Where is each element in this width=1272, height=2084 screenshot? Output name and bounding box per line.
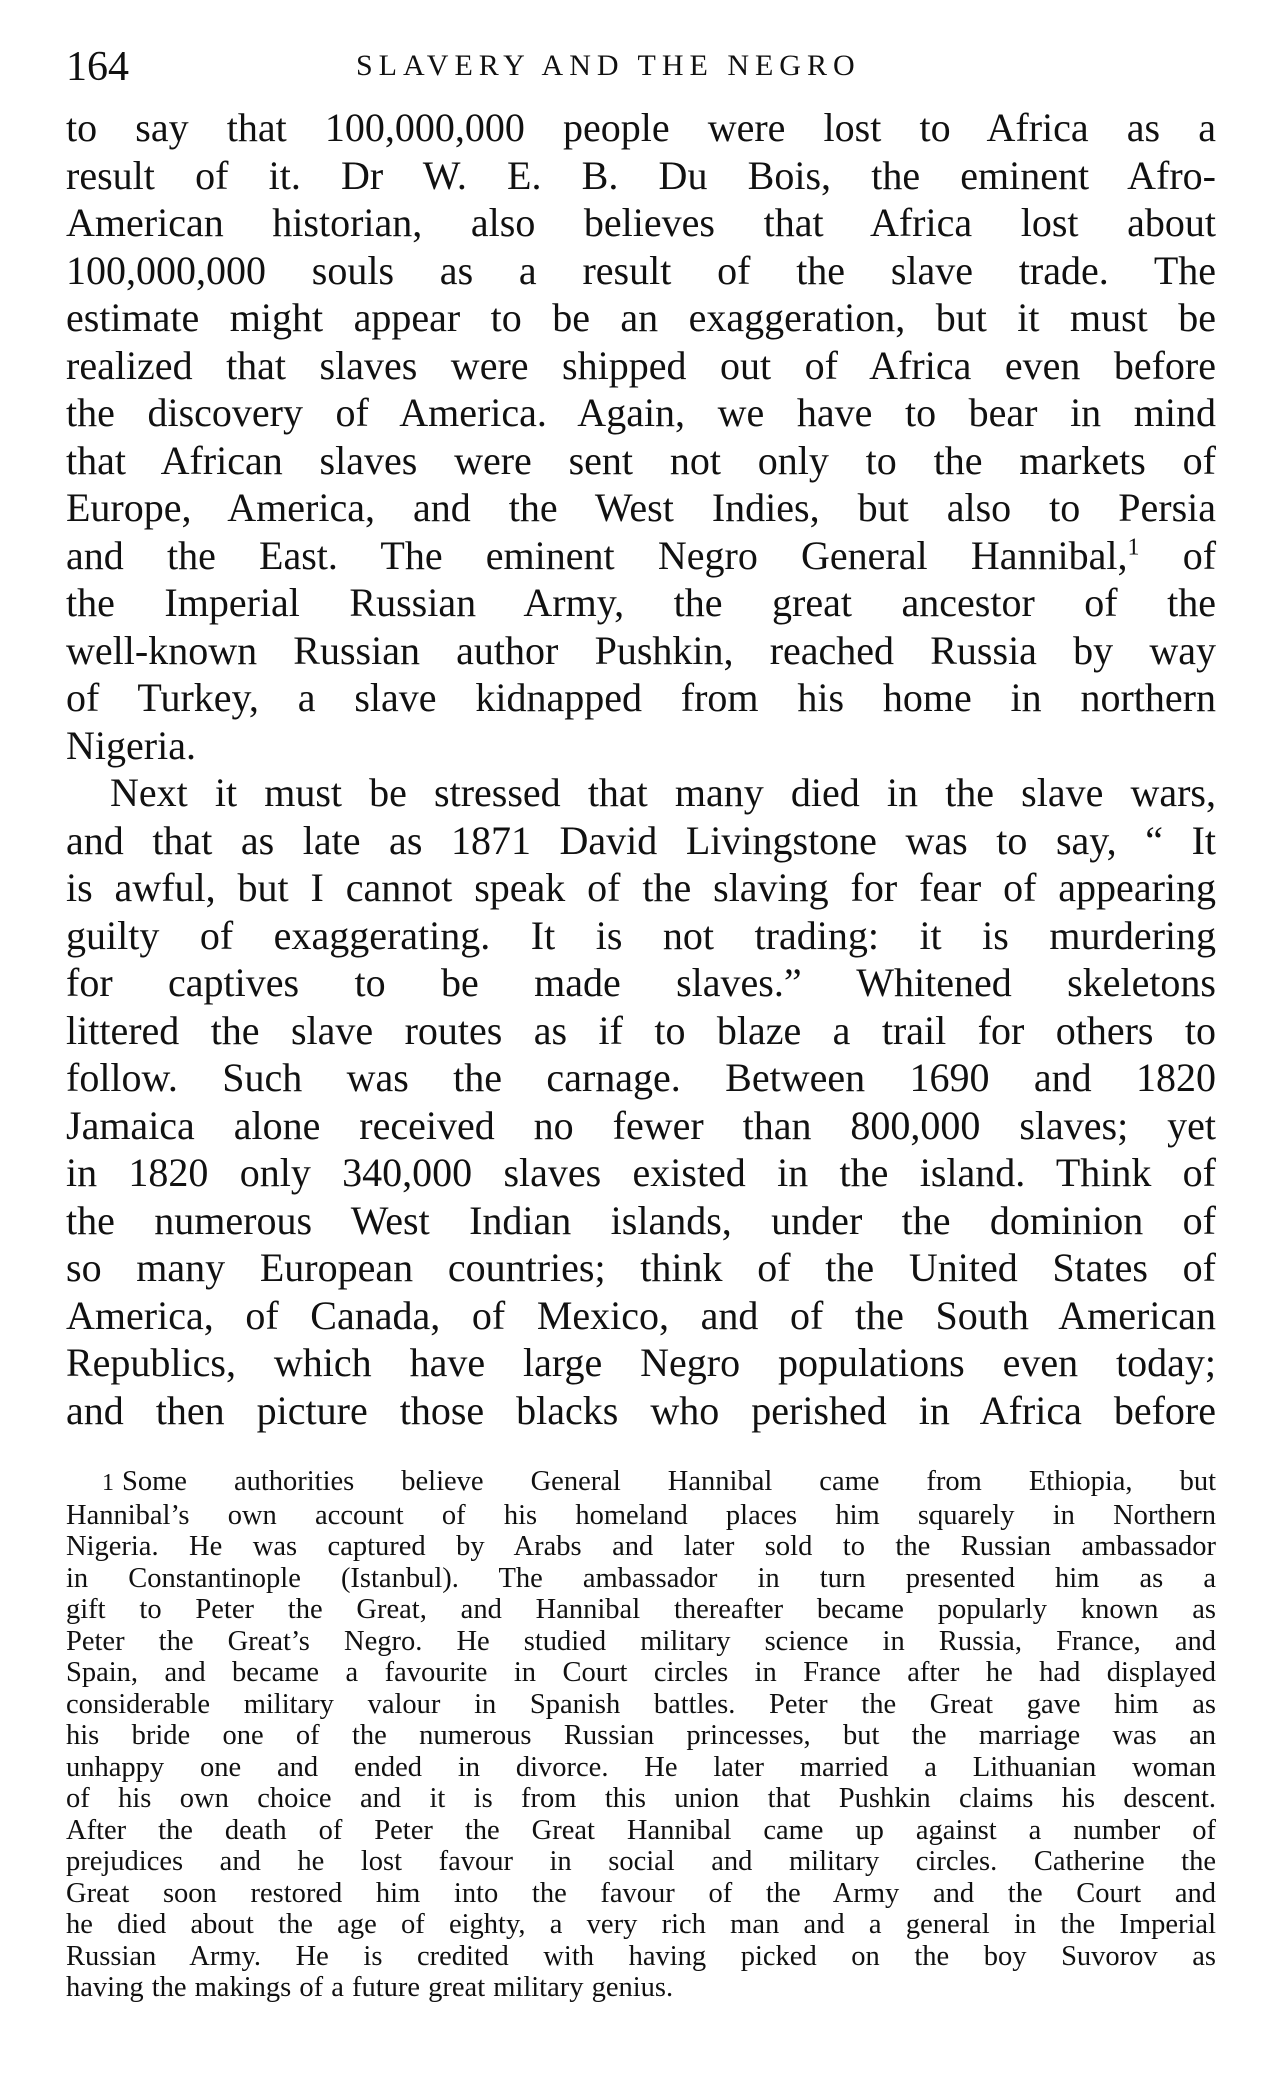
footnote-line: having the makings of a future great military genius. (66, 1972, 674, 2003)
footnote (66, 1466, 1216, 2004)
text-line: Nigeria. (66, 722, 196, 768)
footnote-line: Russian Army. He is credited with having picked on the boy Suvorov as (66, 1940, 1216, 1972)
footnote-marker: 1 (102, 1470, 114, 1496)
text-segment: of (1182, 532, 1217, 578)
footnote-line: Hannibal’s own account of his homeland places him squarely in Northern (66, 1499, 1216, 1531)
text-line: that African slaves were sent not only to the markets of (66, 437, 1216, 483)
text-line: the discovery of America. Again, we have to bear in mind (66, 390, 1216, 435)
text-line: and that as late as 1871 David Livingstone was to say, “ It (66, 817, 1216, 863)
footnote-line: in Constantinople (Istanbul). The ambassador in turn presented him as a (66, 1562, 1216, 1594)
footnote-line: Nigeria. He was captured by Arabs and later sold to the Russian ambassador (66, 1531, 1216, 1562)
main-text (66, 104, 1216, 1434)
text-line: to say that 100,000,000 people were lost to Africa as a (66, 105, 1216, 150)
footnote-line: Spain, and became a favourite in Court circles in France after he had displayed (66, 1657, 1216, 1688)
text-line: and then picture those blacks who perished in Africa before (66, 1387, 1216, 1433)
footnote-line: Great soon restored him into the favour of the Army and the Court and (66, 1877, 1216, 1909)
footnote-text: Some authorities believe General Hannibal came from Ethiopia, but (122, 1466, 1216, 1497)
text-line: well-known Russian author Pushkin, reached Russia by way (66, 627, 1216, 673)
page-number: 164 (66, 44, 129, 90)
footnote-line: of his own choice and it is from this union that Pushkin claims his descent. (66, 1783, 1216, 1814)
page-header (66, 42, 1216, 92)
footnote-first-line (66, 1466, 1216, 1500)
footnote-line: Peter the Great’s Negro. He studied military science in Russia, France, and (66, 1625, 1216, 1657)
text-line: of Turkey, a slave kidnapped from his home in northern (66, 675, 1216, 720)
text-line: result of it. Dr W. E. B. Du Bois, the eminent Afro- (66, 152, 1216, 198)
footnote-reference[interactable]: 1 (1127, 534, 1140, 561)
footnote-line: prejudices and he lost favour in social and military circles. Catherine the (66, 1846, 1216, 1877)
footnote-line: his bride one of the numerous Russian princesses, but the marriage was an (66, 1720, 1216, 1751)
text-line: 100,000,000 souls as a result of the slave trade. The (66, 247, 1216, 293)
text-line: so many European countries; think of the United States of (66, 1245, 1216, 1290)
text-line: the numerous West Indian islands, under the dominion of (66, 1197, 1216, 1243)
text-line: Jamaica alone received no fewer than 800,000 slaves; yet (66, 1102, 1216, 1148)
text-line: Republics, which have large Negro populations even today; (66, 1340, 1216, 1385)
footnote-line: he died about the age of eighty, a very rich man and a general in the Imperial (66, 1909, 1216, 1940)
text-line: American historian, also believes that Africa lost about (66, 200, 1216, 245)
text-line: follow. Such was the carnage. Between 1690 and 1820 (66, 1055, 1216, 1100)
text-line: is awful, but I cannot speak of the slaving for fear of appearing (66, 865, 1216, 910)
footnote-line: unhappy one and ended in divorce. He later married a Lithuanian woman (66, 1751, 1216, 1783)
text-line: America, of Canada, of Mexico, and of the South American (66, 1292, 1216, 1338)
text-line: estimate might appear to be an exaggeration, but it must be (66, 295, 1216, 340)
text-line: in 1820 only 340,000 slaves existed in the island. Think of (66, 1150, 1216, 1195)
footnote-line: gift to Peter the Great, and Hannibal thereafter became popularly known as (66, 1594, 1216, 1625)
text-line: for captives to be made slaves.” Whitened skeletons (66, 960, 1216, 1005)
text-line: realized that slaves were shipped out of Africa even before (66, 342, 1216, 388)
text-line-with-footnote-ref (66, 532, 1216, 580)
footnote-line: After the death of Peter the Great Hannibal came up against a number of (66, 1814, 1216, 1846)
text-line: Next it must be stressed that many died in the slave wars, (110, 770, 1216, 815)
text-line: littered the slave routes as if to blaze a trail for others to (66, 1007, 1216, 1053)
text-line: the Imperial Russian Army, the great ancestor of the (66, 580, 1216, 625)
text-line: Europe, America, and the West Indies, but also to Persia (66, 485, 1216, 530)
text-segment: and the East. The eminent Negro General Hannibal, (66, 532, 1128, 578)
footnote-line: considerable military valour in Spanish battles. Peter the Great gave him as (66, 1688, 1216, 1720)
running-title: SLAVERY AND THE NEGRO (356, 49, 861, 82)
text-line: guilty of exaggerating. It is not trading: it is murdering (66, 912, 1216, 958)
